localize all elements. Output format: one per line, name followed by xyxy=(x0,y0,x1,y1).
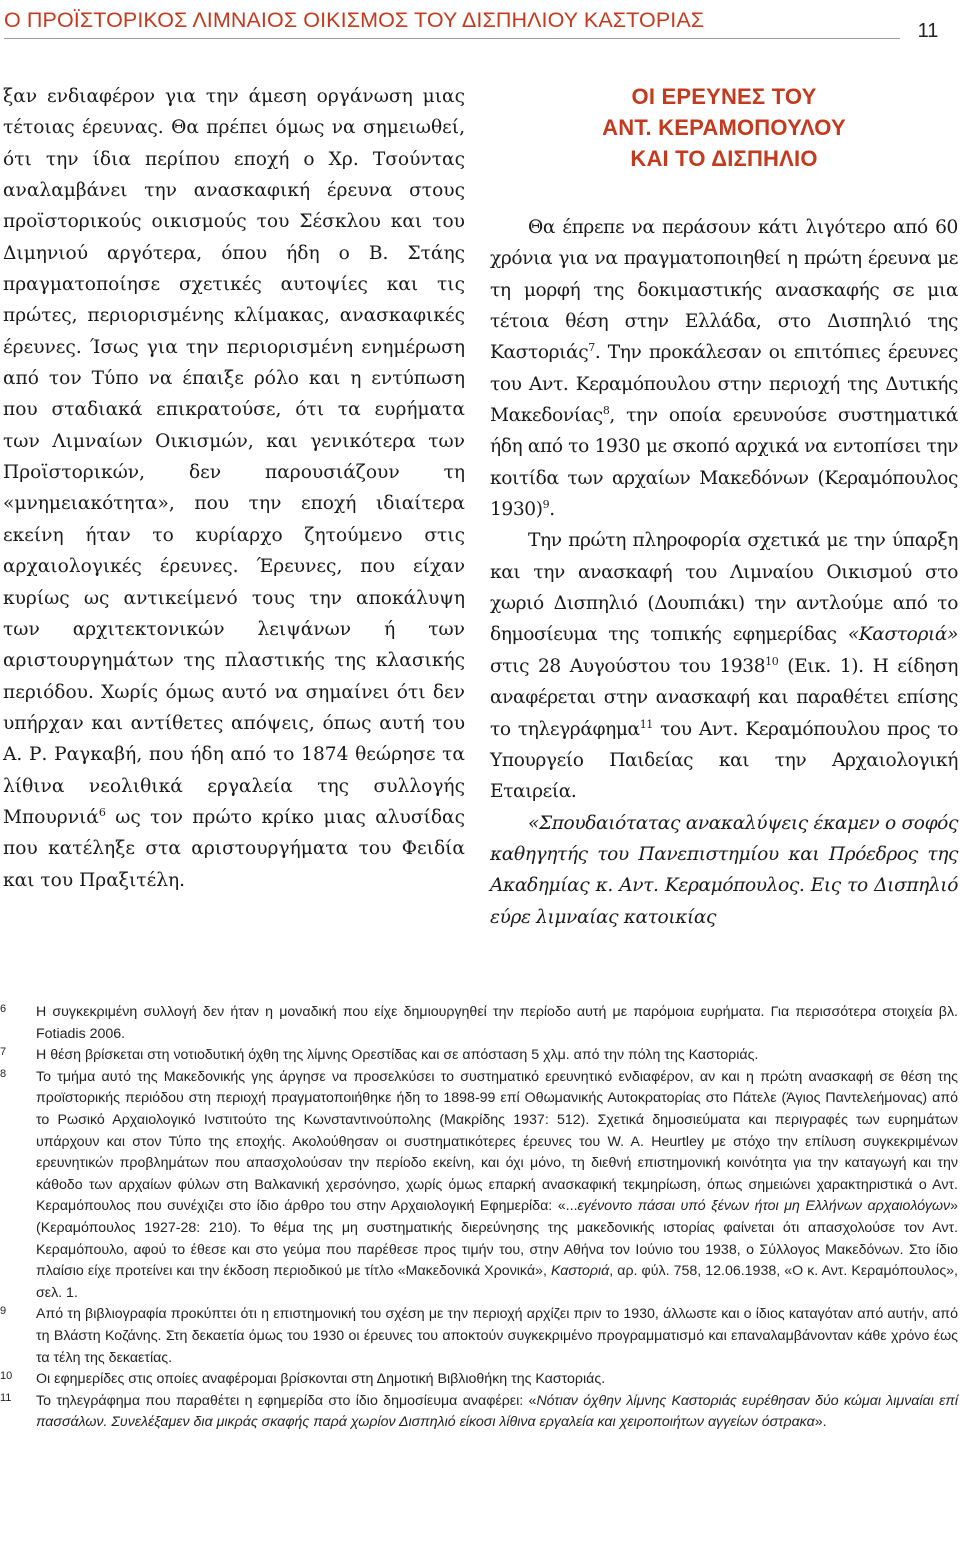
body-paragraph: ξαν ενδιαφέρον για την άμεση οργάνωση μιας τέτοιας έρευνας. Θα πρέπει όμως να σημειωθεί, ότι την ίδια περίπου εποχή ο Χρ. Τσούντας αναλαμβάνει την ανασκαφική έρευνα στους προϊστορικούς οικισμούς του Σέσκλου και του Διμηνιού αργότερα, όπου ήδη ο Β. Στάης πραγματοποίησε σχετικές αυτοψίες και τις πρώτες, περιορισμένης κλίμακας, ανασκαφικές έρευνες. Ίσως για την περιορισμένη ενημέρωση από τον Τύπο να έπαιξε ρόλο και η εντύπωση που σταδιακά επικρατούσε, ότι τα ευρήματα των Λιμναίων Οικισμών, και γενικότερα των Προϊστορικών, δεν παρουσιάζουν τη «μνημειακότητα», που την εποχή ιδιαίτερα εκείνη ήταν το κυρίαρχο ζητούμενο στις αρχαιολογικές έρευνες. Έρευνες, που είχαν κυρίως ως αντικείμενό τους την αποκάλυψη των αρχιτεκτονικών λειψάνων ή των αριστουργημάτων της πλαστικής της κλασικής περιόδου. Χωρίς όμως αυτό να σημαίνει ότι δεν υπήρχαν και αντίθετες απόψεις, όπως αυτή του Α. Ρ. Ραγκαβή, που ήδη από το 1874 θεώρησε τα λίθινα νεολιθικά εργαλεία της συλλογής Μπουρνιά$^6$ ως τον πρώτο κρίκο μιας αλυσίδας που κατέληξε στα αριστουργήματα του Φειδία και του Πραξιτέλη. xyxy=(3,86,465,891)
page-number-badge xyxy=(896,2,956,60)
footnote: 8 Το τμήμα αυτό της Μακεδονικής γης άργησε να προσελκύσει το συστηματικό ερευνητικό ενδιαφέρον, αν και η πρώτη ανασκαφή σε θέση της προϊστορικής περιόδου στη περιοχή πραγματοποιήθηκε ήδη το 1898-99 επί Οθωμανικής Αυτοκρατορίας στο Πάτελε (Άγιος Παντελεήμονας) από το Ρωσικό Αρχαιολογικό Ινστιτούτο της Κωνσταντινούπολης (Μακρίδης 1937: 512). Σχετικά δημοσιεύματα και περιγραφές των ευρημάτων υπάρχουν και στον Τύπο της εποχής. Ακολούθησαν οι συστηματικότερες έρευνες του W. A. Heurtley με στόχο την επίλυση συγκεκριμένων ερευνητικών προβλημάτων που απασχολούσαν την περίοδο εκείνη, και όχι μόνο, τη διεθνή επιστημονική κοινότητα για την καταγωγή και την κάθοδο των αρχαίων φύλων στη Βαλκανική χερσόνησο, χωρίς όμως επαρκή ανασκαφική τεκμηρίωση, όπως σημειώνει χαρακτηριστικά ο Αντ. Κεραμόπουλος που συνέχιζει στο ίδιο άρθρο του στην Αρχαιολογική Εφημερίδα: «...εγένοντο πάσαι υπό ξένων ήτοι μη Ελλήνων αρχαιολόγων» (Κεραμόπουλος 1927-28: 210). Το θέμα της μη συστηματικής διερεύνησης της μακεδονικής ιστορίας φαίνεται ότι απασχολούσε τον Αντ. Κεραμόπουλο, αφού το έθεσε και στο γεύμα που παρέθεσε προς τιμήν του, στην Αθήνα τον Ιούνιο του 1938, ο Σύλλογος Μακεδόνων. Στο ίδιο πλαίσιο είχε προτείνει και την έκδοση περιοδικού με τίτλο «Μακεδονικά Χρονικά», Καστοριά, αρ. φύλ. 758, 12.06.1938, «Ο κ. Αντ. Κεραμόπουλος», σελ. 1. xyxy=(0,1067,960,1305)
footnote-number: 7 xyxy=(0,1046,7,1059)
quote-paragraph: «Σπουδαιότατας ανακαλύψεις έκαμεν ο σοφός καθηγητής του Πανεπιστημίου και Πρόεδρος της Ακαδημίας κ. Αντ. Κεραμόπουλος. Εις το Δισπηλιό εύρε λιμναίας κατοικίας xyxy=(490,812,958,928)
footnote-ref: 8 xyxy=(602,403,610,417)
footnote-number: 8 xyxy=(0,1067,7,1080)
footnote-ref: 6 xyxy=(98,805,106,819)
footnote-number: 9 xyxy=(0,1305,7,1318)
footnote-number: 6 xyxy=(0,1003,7,1015)
section-heading: ΟΙ ΕΡΕΥΝΕΣ ΤΟΥ ΑΝΤ. ΚΕΡΑΜΟΠΟΥΛΟΥ ΚΑΙ ΤΟ ΔΙΣΠΗΛΙΟ xyxy=(602,84,846,171)
footnote-ref: 11 xyxy=(639,717,653,731)
right-column xyxy=(490,81,958,933)
footnote-ref: 10 xyxy=(765,654,779,668)
left-column xyxy=(3,81,465,896)
body-paragraph: Θα έπρεπε να περάσουν κάτι λιγότερο από 60 χρόνια για να πραγματοποιηθεί η πρώτη έρευνα με τη μορφή της δοκιμαστικής ανασκαφής σε μια τέτοια θέση στην Ελλάδα, στο Δισπηλιό της Καστοριάς$^7$. Την προκάλεσαν οι επιτόπιες έρευνες του Αντ. Κεραμόπουλου στην περιοχή της Δυτικής Μακεδονίας$^8$, την οποία ερευνούσε συστηματικά ήδη από το 1930 με σκοπό αρχικά να εντοπίσει την κοιτίδα των αρχαίων Μακεδόνων (Κεραμόπουλος 1930)$^9$. xyxy=(490,217,958,521)
footnote-ref: 7 xyxy=(588,341,595,355)
running-header xyxy=(0,0,960,42)
footnote-number: 11 xyxy=(0,1391,12,1404)
header-rule xyxy=(4,38,900,39)
footnote-ref: 9 xyxy=(542,497,550,511)
footnote: 6 Η συγκεκριμένη συλλογή δεν ήταν η μοναδική που είχε δημιουργηθεί την περίοδο αυτή με παρόμοια ευρήματα. Για περισσότερα στοιχεία βλ. Fotiadis 2006. xyxy=(0,1002,960,1045)
page-number: 11 xyxy=(917,20,939,42)
footnote: 11 Το τηλεγράφημα που παραθέτει η εφημερίδα στο ίδιο δημοσίευμα αναφέρει: «Νότιαν όχθην λίμνης Καστοριάς ευρέθησαν δύο κώμαι λιμναίαι επί πασσάλων. Συνελέξαμεν δια μικράς σκαφής παρά χωρίον Δισπηλιό είκοσι λίθινα εργαλεία και χειροποιήτων αγγείων όστρακα». xyxy=(0,1391,960,1434)
footnote: 7 Η θέση βρίσκεται στη νοτιοδυτική όχθη της λίμνης Ορεστίδας και σε απόσταση 5 χλμ. από την πόλη της Καστοριάς. xyxy=(0,1045,960,1067)
footnote-number: 10 xyxy=(0,1370,13,1383)
running-title: Ο ΠΡΟΪΣΤΟΡΙΚΟΣ ΛΙΜΝΑΙΟΣ ΟΙΚΙΣΜΟΣ ΤΟΥ ΔΙΣΠΗΛΙΟΥ ΚΑΣΤΟΡΙΑΣ xyxy=(4,8,705,32)
footnotes xyxy=(0,1002,960,1434)
footnote: 9 Από τη βιβλιογραφία προκύπτει ότι η επιστημονική του σχέση με την περιοχή αρχίζει πριν το 1930, άλλωστε και ο ίδιος καταγόταν από αυτήν, από τη Βλάστη Κοζάνης. Στη δεκαετία όμως του 1930 οι έρευνες του αποκτούν συγκεκριμένο προγραμματισμό και επαναλαμβάνονταν κάθε χρόνο έως τα τέλη της δεκαετίας. xyxy=(0,1304,960,1369)
footnote: 10 Οι εφημερίδες στις οποίες αναφέρομαι βρίσκονται στη Δημοτική Βιβλιοθήκη της Καστοριάς. xyxy=(0,1369,960,1391)
body-paragraph: Την πρώτη πληροφορία σχετικά με την ύπαρξη και την ανασκαφή του Λιμναίου Οικισμού στο χωριό Δισπηλιό (Δουπιάκι) την αντλούμε από το δημοσίευμα της τοπικής εφημερίδας «Καστοριά» στις 28 Αυγούστου του 1938$^{10}$ (Εικ. 1). Η είδηση αναφέρεται στην ανασκαφή και παραθέτει επίσης το τηλεγράφημα$^{11}$ του Αντ. Κεραμόπουλου προς το Υπουργείο Παιδείας και την Αρχαιολογική Εταιρεία. xyxy=(490,530,958,803)
